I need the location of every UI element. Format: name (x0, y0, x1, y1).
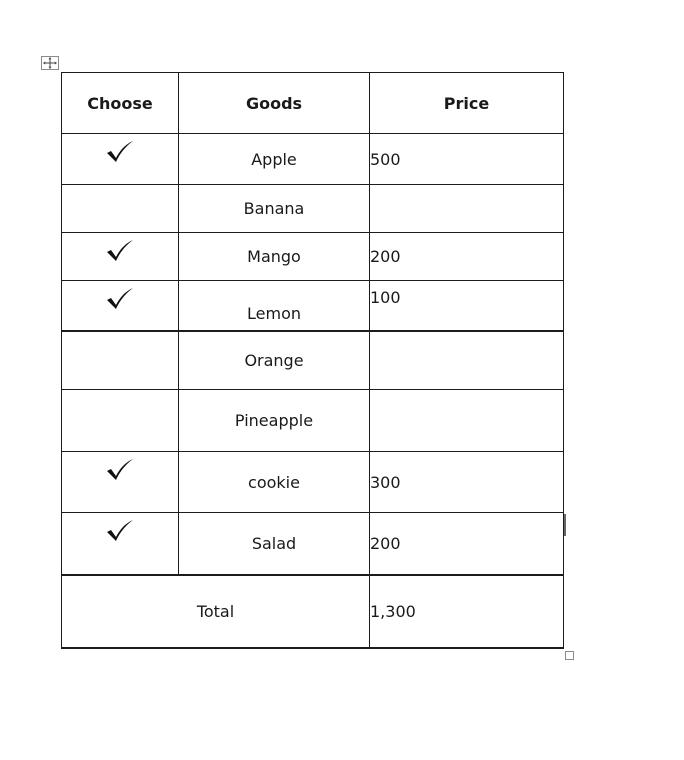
goods-cell: Mango (179, 233, 370, 281)
goods-cell: Banana (179, 185, 370, 233)
header-goods: Goods (179, 73, 370, 134)
goods-cell: Apple (179, 134, 370, 185)
choose-cell[interactable] (62, 513, 179, 575)
price-cell (370, 331, 564, 390)
column-resize-cursor[interactable] (564, 514, 566, 536)
goods-cell: Pineapple (179, 390, 370, 452)
header-choose: Choose (62, 73, 179, 134)
choose-cell[interactable] (62, 331, 179, 390)
checkmark-icon (105, 458, 135, 486)
total-row (62, 575, 564, 648)
price-cell (370, 390, 564, 452)
table-row (62, 185, 564, 233)
goods-cell: cookie (179, 452, 370, 513)
table-resize-handle-icon[interactable] (565, 651, 574, 660)
total-value: 1,300 (370, 575, 564, 648)
choose-cell[interactable] (62, 390, 179, 452)
price-cell: 200 (370, 513, 564, 575)
goods-cell: Orange (179, 331, 370, 390)
table-row (62, 281, 564, 331)
total-label: Total (62, 575, 370, 648)
table-row (62, 452, 564, 513)
table-row (62, 233, 564, 281)
price-cell (370, 281, 564, 331)
price-cell: 500 (370, 134, 564, 185)
checkmark-icon (105, 140, 135, 168)
price-cell (370, 185, 564, 233)
choose-cell[interactable] (62, 452, 179, 513)
table-row (62, 513, 564, 575)
choose-cell[interactable] (62, 185, 179, 233)
table-row (62, 390, 564, 452)
goods-cell (179, 281, 370, 331)
price-cell: 300 (370, 452, 564, 513)
choose-cell[interactable] (62, 233, 179, 281)
goods-table (61, 72, 564, 649)
choose-cell[interactable] (62, 134, 179, 185)
table-row (62, 331, 564, 390)
checkmark-icon (105, 287, 135, 315)
checkmark-icon (105, 239, 135, 267)
goods-label: Lemon (247, 303, 301, 323)
header-price: Price (370, 73, 564, 134)
header-row (62, 73, 564, 134)
price-label: 100 (370, 287, 401, 307)
choose-cell[interactable] (62, 281, 179, 331)
price-cell: 200 (370, 233, 564, 281)
table-row (62, 134, 564, 185)
goods-cell: Salad (179, 513, 370, 575)
table-move-handle-icon[interactable] (41, 56, 59, 70)
checkmark-icon (105, 519, 135, 547)
